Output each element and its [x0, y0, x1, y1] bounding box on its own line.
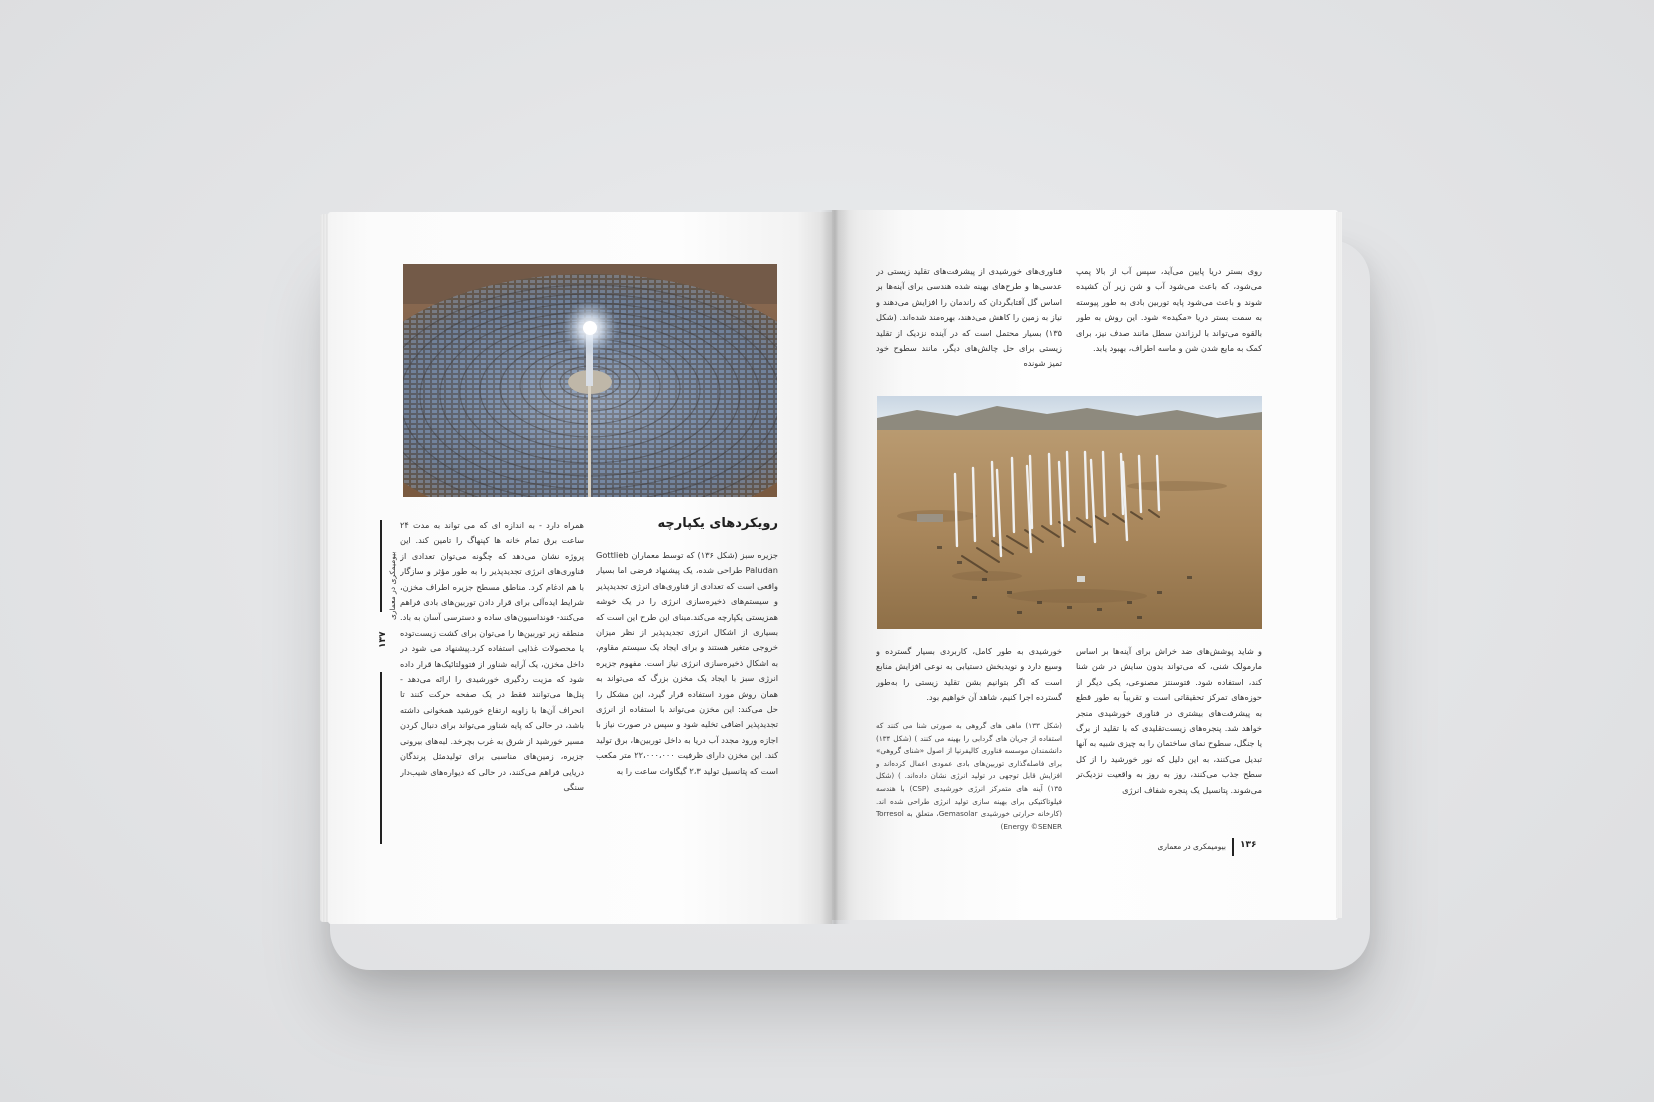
right-page-edge [1336, 212, 1342, 918]
right-page-top-column-right: روی بستر دریا پایین می‌آید، سپس آب از بالا پمپ می‌شود، که باعث می‌شود آب و شن زیر آن کشیده شوند و باعث می‌شود پایه توربین بادی به طور پیوسته به سمت بستر دریا «مکیده» شود. این روش به طور بالقوه می‌تواند با لرزاندن سطل مانند صدف نیز، برای کمک به مایع شدن شن و ماسه اطراف، بهبود یابد. [1076, 266, 1262, 354]
right-page-bottom-column-left: خورشیدی به طور کامل، کاربردی بسیار گسترده و وسیع دارد و نویدبخش دستیابی به نوعی افزایش منابع است که اگر بتوانیم بشن تقلید زیستی را به‌طور گسترده اجرا کنیم، شاهد آن خواهیم بود. [876, 646, 1062, 703]
footer-rule [1232, 838, 1234, 856]
left-running-title: بیومیمکری در معماری [388, 551, 397, 620]
right-page-top-column-left: فناوری‌های خورشیدی از پیشرفت‌های تقلید زیستی در عدسی‌ها و طرح‌های بهینه شده هندسی برای آینه‌ها بر اساس گل آفتابگردان که راندمان را افزایش می‌دهند و نیاز به زمین را کاهش می‌دهند، بهره‌مند شده‌اند. (شکل ۱۳۵) بسیار محتمل است که در آینده نزدیک از تقلید زیستی برای حل چالش‌های دیگر، مانند سطوح خود تمیز شونده [876, 266, 1062, 369]
right-page-bottom-column-right: و شاید پوشش‌های ضد خراش برای آینه‌ها بر اساس مارمولک شنی، که می‌تواند بدون سایش در شن شنا کند، استفاده شود. فتوسنتز مصنوعی، یکی دیگر از حوزه‌های تمرکز تحقیقاتی است و تقریباً به طور قطع به پیشرفت‌های بیشتری در فناوری خورشیدی منجر خواهد شد. پنجره‌های زیست‌تقلیدی که با تقلید از برگ یا جنگل، سطوح نمای ساختمان را به چیزی شبیه به آنها تبدیل می‌کنند، به این دلیل که نور خورشید را از کل سطح جذب می‌کنند، روز به روز به واقعیت نزدیک‌تر می‌شوند. پتانسیل یک پنجره شفاف انرژی [1076, 646, 1262, 795]
figure-captions: (شکل ۱۳۳) ماهی های گروهی به صورتی شنا می کنند که استفاده از جریان های گردابی را بهینه می کنند ) (شکل ۱۳۴) دانشمندان موسسه فناوری کالیفرنیا از اصول «شنای گروهی» برای فاصله‌گذاری توربین‌های بادی عمودی اعمال کرده‌اند و افزایش قابل توجهی در تولید انرژی نشان داده‌اند. ) (شکل ۱۳۵) آینه های متمرکز انرژی خورشیدی (CSP) با هندسه فیلوتاکتیکی برای بهینه سازی تولید انرژی طراحی شده اند. (کارخانه حرارتی خورشیدی Gemasolar، متعلق به Torresol Energy ©SENER) [876, 721, 1062, 831]
left-page-column-right: جزیره سبز (شکل ۱۳۶) که توسط معماران Gottlieb Paludan طراحی شده، یک پیشنهاد فرضی اما بسیار واقعی است که تعدادی از فناوری‌های انرژی تجدیدپذیر و سیستم‌های ذخیره‌سازی انرژی را در یک خوشه همزیستی یکپارچه می‌کند.مبنای این طرح این است که بسیاری از اشکال انرژی تجدیدپذیر از نظر میزان خروجی متغیر هستند و برای ایجاد یک سیستم مقاوم، به اشکال ذخیره‌سازی انرژی نیاز است. مفهوم جزیره انرژی سبز با ایجاد یک مخزن بزرگ که می‌تواند به همان روش مورد استفاده قرار گیرد، این مشکل را حل می‌کند: این مخزن می‌تواند با استفاده از انرژی تجدیدپذیر اضافی تخلیه شود و سپس در صورت نیاز با اجازه ورود مجدد آب دریا به داخل توربین‌ها، برق تولید کند. این مخزن دارای ظرفیت ۲۲،۰۰۰،۰۰۰ متر مکعب است که پتانسیل تولید ۲،۳ گیگاوات ساعت را به [596, 550, 778, 776]
section-heading: رویکردهای یکپارچه [657, 516, 778, 531]
left-page-number: ۱۳۷ [378, 631, 388, 648]
side-rule-top [380, 520, 382, 612]
book-gutter [820, 210, 850, 924]
left-page-column-left: همراه دارد - به اندازه ای که می تواند به مدت ۲۴ ساعت برق تمام خانه ها کپنهاگ را تامین کند. این پروژه نشان می‌دهد که چگونه می‌توان تعدادی از فناوری‌های انرژی تجدیدپذیر را به طور مؤثر و سازگار با هم ادغام کرد. مناطق مسطح جزیره اطراف مخزن، شرایط ایده‌آلی برای قرار دادن توربین‌های بادی فراهم می‌کنند- فونداسیون‌های ساده و دسترسی آسان به باد. منطقه زیر توربین‌ها را می‌توان برای کشت زیست‌توده یا محصولات غذایی استفاده کرد.پیشنهاد می شود در داخل مخزن، یک آرایه شناور از فتوولتائیک‌ها قرار داده شود که مزیت ردگیری خورشیدی را ارائه می‌دهد - پنل‌ها می‌توانند فقط در یک صفحه حرکت کنند تا انحراف آن‌ها با زاویه ارتفاع خورشید همخوانی داشته باشد، در حالی که پایه شناور می‌تواند برای دنبال کردن مسیر خورشید از شرق به غرب بچرخد. لبه‌های بیرونی جزیره، زمین‌های مناسبی برای تولیدمثل پرندگان دریایی فراهم می‌کنند، در حالی که دیواره‌های شیب‌دار سنگی [400, 520, 584, 792]
solar-tower-photo [403, 264, 777, 497]
wind-turbine-field-photo [877, 396, 1262, 629]
right-page-number: ۱۳۶ [1240, 840, 1257, 850]
right-running-title: بیومیمکری در معماری [1157, 842, 1226, 851]
side-rule-bottom [380, 672, 382, 844]
